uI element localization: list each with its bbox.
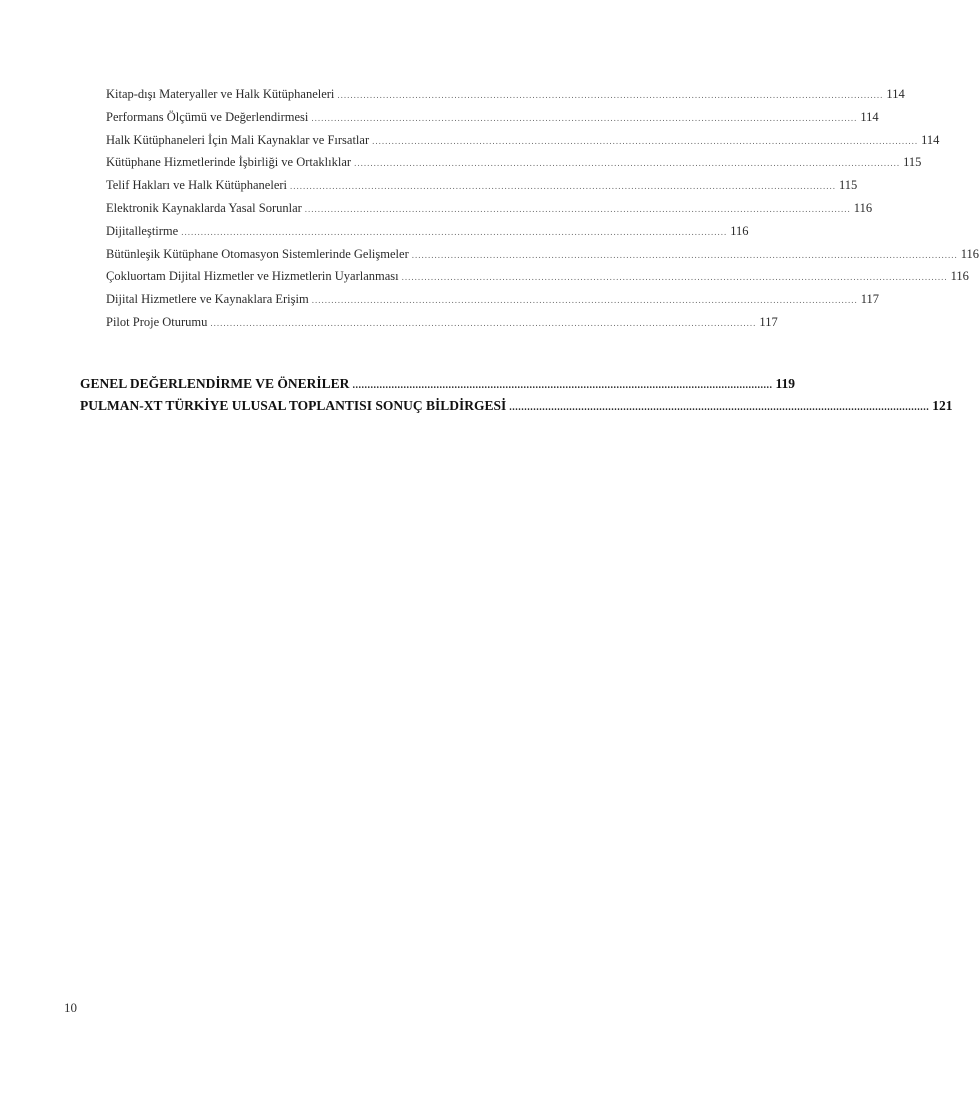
toc-entry-page: 117 [759,314,778,329]
toc-entry [106,246,979,270]
toc-leader-dots: ............................................................................................................................................ [509,402,930,413]
toc-entry-page: 114 [921,132,940,147]
toc-entry-page: 116 [730,223,749,238]
toc-main-section-list [80,376,953,420]
toc-entry-title: Performans Ölçümü ve Değerlendirmesi [106,109,309,124]
toc-entry [106,132,940,156]
toc-entry-title: Bütünleşik Kütüphane Otomasyon Sistemlerinde Gelişmeler [106,246,409,261]
toc-entry-title: Elektronik Kaynaklarda Yasal Sorunlar [106,200,302,215]
toc-main-entry [80,376,795,398]
toc-main-entry-page: 121 [932,398,953,413]
toc-entry-page: 117 [860,292,879,307]
toc-entry [106,314,778,338]
toc-entry-title: Kütüphane Hizmetlerinde İşbirliği ve Ortaklıklar [106,155,352,170]
toc-leader-dots: ........................................................................................................................................................................ [311,112,858,123]
toc-entry-page: 115 [903,155,922,170]
toc-entry [106,178,858,201]
toc-main-entry-title: GENEL DEĞERLENDİRME VE ÖNERİLER [80,376,350,391]
toc-leader-dots: ........................................................................................................................................................................ [311,295,858,306]
toc-leader-dots: ............................................................................................................................................ [352,380,773,391]
toc-entry-title: Kitap-dışı Materyaller ve Halk Kütüphaneleri [106,87,335,101]
toc-main-entry-page: 119 [775,376,795,391]
toc-entry [106,109,879,133]
page-number: 10 [64,1000,77,1015]
toc-entry-page: 114 [886,87,905,101]
toc-entry-page: 114 [860,109,879,124]
toc-entry [106,292,879,315]
toc-leader-dots: ........................................................................................................................................................................ [372,135,919,146]
toc-entry [106,155,922,178]
toc-entry-page: 115 [839,178,858,193]
toc-entry-title: Halk Kütüphaneleri İçin Mali Kaynaklar ve Fırsatlar [106,132,370,147]
toc-entry-title: Çokluortam Dijital Hizmetler ve Hizmetlerin Uyarlanması [106,269,399,284]
toc-leader-dots: ........................................................................................................................................................................ [411,249,958,260]
toc-leader-dots: ........................................................................................................................................................................ [290,181,836,192]
toc-entry [106,87,905,110]
toc-entry-title: Dijitalleştirme [106,223,179,238]
toc-leader-dots: ........................................................................................................................................................................ [354,158,901,169]
toc-main-entry [80,398,953,420]
toc-entry-page: 116 [960,246,979,261]
toc-leader-dots: ........................................................................................................................................................................ [337,90,884,100]
toc-leader-dots: ........................................................................................................................................................................ [304,203,851,214]
toc-entry [106,223,749,247]
toc-entry-title: Pilot Proje Oturumu [106,314,208,329]
toc-entry [106,200,873,224]
toc-main-entry-title: PULMAN-XT TÜRKİYE ULUSAL TOPLANTISI SONUÇ BİLDİRGESİ [80,398,507,413]
toc-leader-dots: ........................................................................................................................................................................ [210,317,757,328]
toc-entry-title: Telif Hakları ve Halk Kütüphaneleri [106,178,287,193]
toc-entry-title: Dijital Hizmetlere ve Kaynaklara Erişim [106,292,309,307]
toc-subsection-list [106,87,979,338]
toc-entry [106,269,969,292]
toc-entry-page: 116 [853,200,873,215]
toc-leader-dots: ........................................................................................................................................................................ [181,226,728,237]
toc-entry-page: 116 [950,269,969,284]
toc-leader-dots: ........................................................................................................................................................................ [401,272,948,283]
